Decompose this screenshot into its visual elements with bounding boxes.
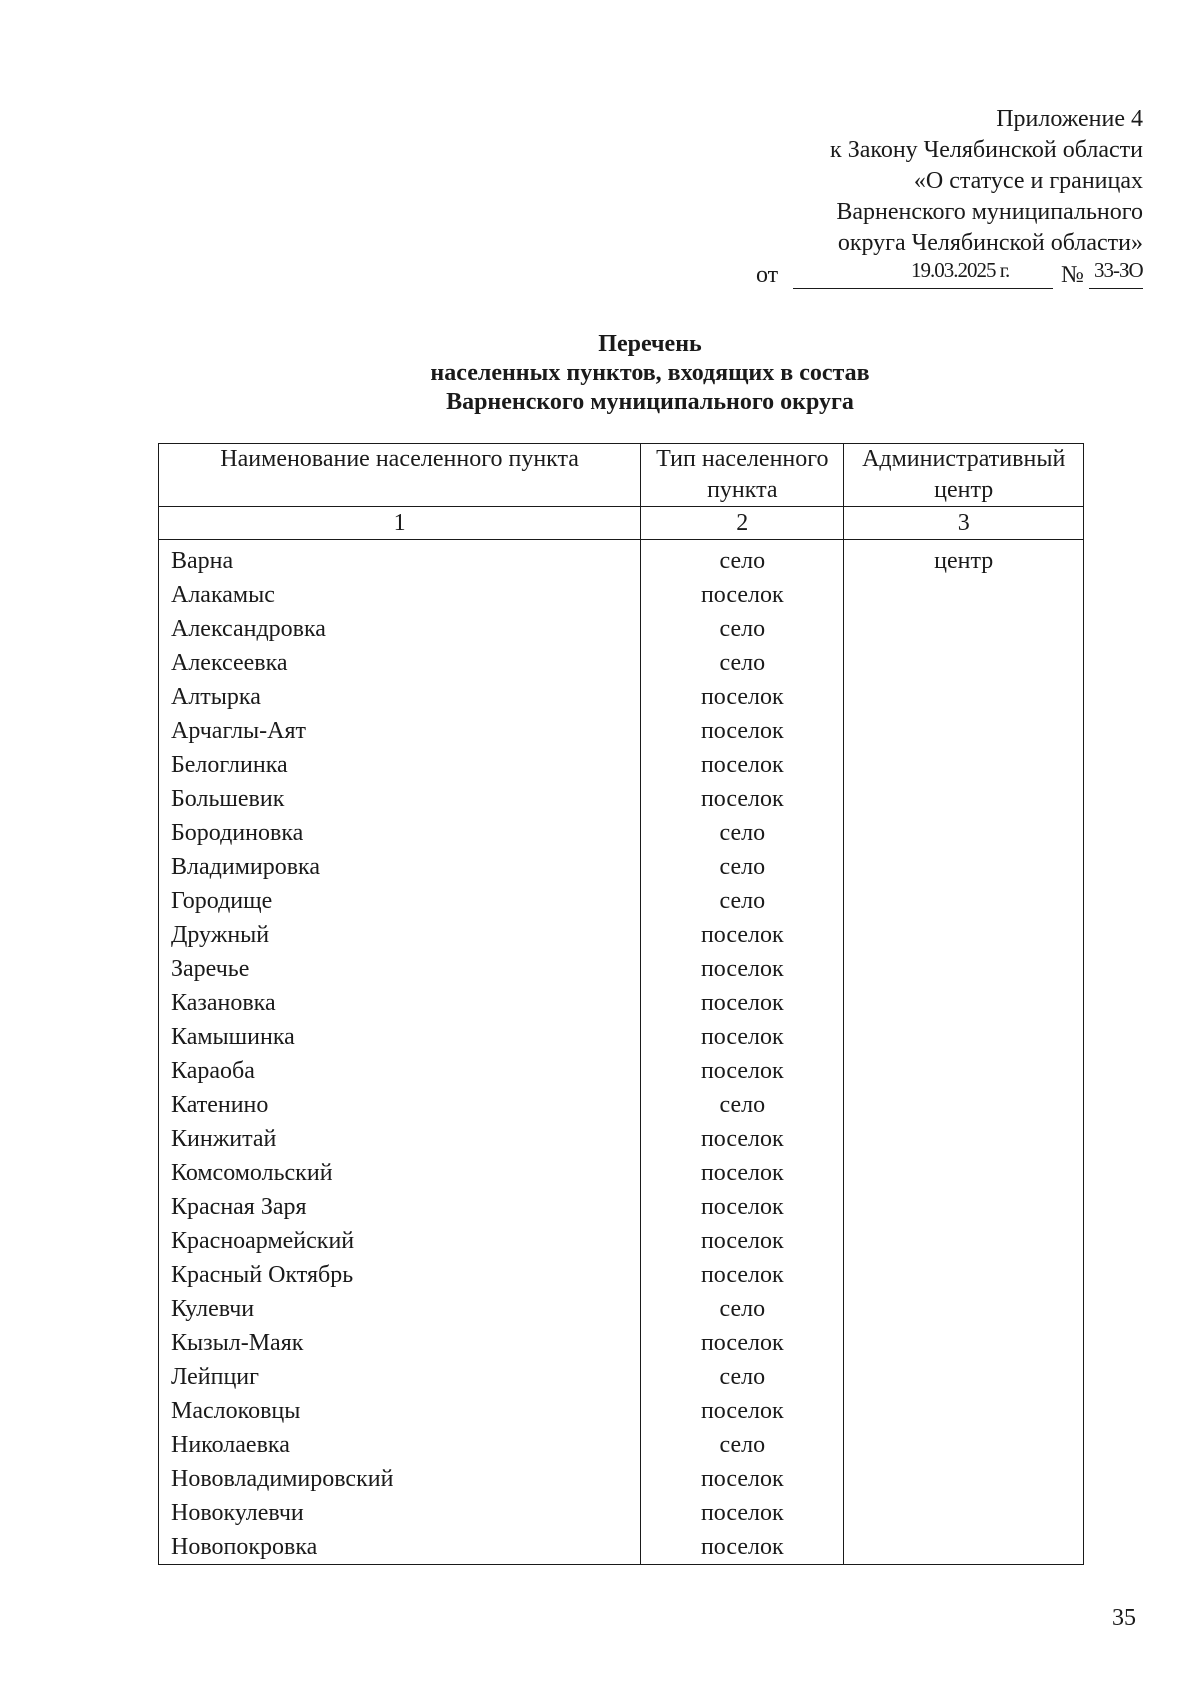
- administrative-center: [844, 1394, 1084, 1428]
- settlement-name: Комсомольский: [159, 1156, 641, 1190]
- column-header-center: Административный центр: [844, 444, 1084, 507]
- settlement-name: Варна: [159, 540, 641, 579]
- administrative-center: [844, 816, 1084, 850]
- administrative-center: [844, 1020, 1084, 1054]
- table-row: [159, 1496, 1084, 1530]
- settlement-name: Казановка: [159, 986, 641, 1020]
- table-row: [159, 816, 1084, 850]
- administrative-center: [844, 1462, 1084, 1496]
- settlement-type: поселок: [641, 986, 844, 1020]
- table-row: [159, 1122, 1084, 1156]
- administrative-center: [844, 1326, 1084, 1360]
- administrative-center: [844, 884, 1084, 918]
- column-number: 1: [159, 507, 641, 540]
- settlement-name: Дружный: [159, 918, 641, 952]
- table-row: [159, 578, 1084, 612]
- settlement-name: Алексеевка: [159, 646, 641, 680]
- settlement-type: поселок: [641, 1224, 844, 1258]
- administrative-center: [844, 1224, 1084, 1258]
- settlement-type: поселок: [641, 1020, 844, 1054]
- settlement-type: поселок: [641, 1530, 844, 1565]
- table-row: [159, 986, 1084, 1020]
- page-number: 35: [1112, 1605, 1136, 1631]
- administrative-center: [844, 646, 1084, 680]
- date-prefix: от: [756, 262, 779, 288]
- table-row: [159, 748, 1084, 782]
- settlement-type: поселок: [641, 1258, 844, 1292]
- header-line: Приложение 4: [996, 106, 1143, 132]
- administrative-center: [844, 748, 1084, 782]
- settlement-name: Красноармейский: [159, 1224, 641, 1258]
- settlement-type: поселок: [641, 1326, 844, 1360]
- date-field: [793, 258, 1053, 289]
- administrative-center: [844, 850, 1084, 884]
- settlement-type: село: [641, 1292, 844, 1326]
- administrative-center: [844, 952, 1084, 986]
- header-line: «О статусе и границах: [913, 168, 1143, 194]
- settlement-name: Бородиновка: [159, 816, 641, 850]
- administrative-center: [844, 782, 1084, 816]
- settlement-type: поселок: [641, 578, 844, 612]
- settlement-name: Белоглинка: [159, 748, 641, 782]
- table-row: [159, 782, 1084, 816]
- table-row: [159, 952, 1084, 986]
- administrative-center: [844, 714, 1084, 748]
- settlement-type: поселок: [641, 1054, 844, 1088]
- administrative-center: [844, 578, 1084, 612]
- settlement-name: Алтырка: [159, 680, 641, 714]
- column-number: 2: [641, 507, 844, 540]
- administrative-center: [844, 918, 1084, 952]
- settlement-type: поселок: [641, 748, 844, 782]
- settlement-name: Алакамыс: [159, 578, 641, 612]
- table-row: [159, 850, 1084, 884]
- table-row: [159, 612, 1084, 646]
- table-row: [159, 1054, 1084, 1088]
- administrative-center: [844, 1258, 1084, 1292]
- settlement-name: Николаевка: [159, 1428, 641, 1462]
- number-field: [1089, 258, 1143, 289]
- settlement-name: Новопокровка: [159, 1530, 641, 1565]
- settlement-type: село: [641, 884, 844, 918]
- settlement-type: поселок: [641, 1190, 844, 1224]
- table-row: [159, 1020, 1084, 1054]
- settlement-name: Кинжитай: [159, 1122, 641, 1156]
- settlement-type: село: [641, 540, 844, 579]
- settlement-type: поселок: [641, 680, 844, 714]
- settlement-type: поселок: [641, 714, 844, 748]
- settlement-type: поселок: [641, 1496, 844, 1530]
- settlement-type: село: [641, 850, 844, 884]
- table-row: [159, 1360, 1084, 1394]
- administrative-center: [844, 1122, 1084, 1156]
- settlement-name: Лейпциг: [159, 1360, 641, 1394]
- table-row: [159, 1156, 1084, 1190]
- settlement-type: поселок: [641, 952, 844, 986]
- settlement-name: Красный Октябрь: [159, 1258, 641, 1292]
- settlement-type: село: [641, 612, 844, 646]
- settlement-name: Катенино: [159, 1088, 641, 1122]
- administrative-center: [844, 1530, 1084, 1565]
- settlement-type: поселок: [641, 1394, 844, 1428]
- table-row: [159, 540, 1084, 579]
- settlement-name: Городище: [159, 884, 641, 918]
- document-title: [160, 330, 1140, 417]
- settlement-type: село: [641, 1360, 844, 1394]
- table-row: [159, 884, 1084, 918]
- column-header-type: Тип населенного пункта: [641, 444, 844, 507]
- title-line: населенных пунктов, входящих в состав: [430, 360, 870, 386]
- column-number: 3: [844, 507, 1084, 540]
- settlement-name: Владимировка: [159, 850, 641, 884]
- column-header-name: Наименование населенного пункта: [159, 444, 641, 507]
- settlement-type: поселок: [641, 918, 844, 952]
- administrative-center: [844, 680, 1084, 714]
- header-line: округа Челябинской области»: [837, 230, 1143, 256]
- administrative-center: [844, 612, 1084, 646]
- administrative-center: [844, 1190, 1084, 1224]
- table-row: [159, 1394, 1084, 1428]
- settlement-type: село: [641, 1088, 844, 1122]
- administrative-center: [844, 1496, 1084, 1530]
- administrative-center: [844, 1088, 1084, 1122]
- settlement-name: Новокулевчи: [159, 1496, 641, 1530]
- settlement-type: поселок: [641, 1156, 844, 1190]
- settlement-name: Большевик: [159, 782, 641, 816]
- administrative-center: [844, 1428, 1084, 1462]
- settlement-name: Нововладимировский: [159, 1462, 641, 1496]
- table-row: [159, 1428, 1084, 1462]
- table-row: [159, 918, 1084, 952]
- table-row: [159, 1190, 1084, 1224]
- administrative-center: [844, 986, 1084, 1020]
- settlements-table: [158, 443, 1084, 1565]
- date-value: 19.03.2025 г.: [911, 258, 1010, 282]
- table-row: [159, 1530, 1084, 1565]
- table-row: [159, 1258, 1084, 1292]
- appendix-header: [623, 104, 1143, 259]
- settlement-name: Александровка: [159, 612, 641, 646]
- header-line: Варненского муниципального: [836, 199, 1143, 225]
- table-row: [159, 1292, 1084, 1326]
- settlement-name: Заречье: [159, 952, 641, 986]
- administrative-center: [844, 1360, 1084, 1394]
- table-row: [159, 1224, 1084, 1258]
- administrative-center: [844, 1156, 1084, 1190]
- settlement-name: Маслоковцы: [159, 1394, 641, 1428]
- settlement-name: Караоба: [159, 1054, 641, 1088]
- table-row: [159, 1088, 1084, 1122]
- administrative-center: центр: [844, 540, 1084, 579]
- administrative-center: [844, 1292, 1084, 1326]
- law-date-number-line: [623, 258, 1143, 292]
- settlement-name: Камышинка: [159, 1020, 641, 1054]
- number-sign: №: [1061, 262, 1084, 288]
- settlement-type: село: [641, 646, 844, 680]
- administrative-center: [844, 1054, 1084, 1088]
- settlement-type: поселок: [641, 782, 844, 816]
- table-row: [159, 1326, 1084, 1360]
- title-line: Перечень: [598, 331, 702, 357]
- table-row: [159, 646, 1084, 680]
- settlement-type: село: [641, 1428, 844, 1462]
- title-line: Варненского муниципального округа: [446, 389, 854, 415]
- settlement-type: поселок: [641, 1462, 844, 1496]
- settlement-name: Арчаглы-Аят: [159, 714, 641, 748]
- settlement-name: Кызыл-Маяк: [159, 1326, 641, 1360]
- settlement-type: поселок: [641, 1122, 844, 1156]
- settlement-name: Кулевчи: [159, 1292, 641, 1326]
- number-value: 33-ЗО: [1094, 258, 1143, 282]
- table-row: [159, 714, 1084, 748]
- table-row: [159, 1462, 1084, 1496]
- settlement-type: село: [641, 816, 844, 850]
- settlement-name: Красная Заря: [159, 1190, 641, 1224]
- table-row: [159, 680, 1084, 714]
- header-line: к Закону Челябинской области: [830, 137, 1143, 163]
